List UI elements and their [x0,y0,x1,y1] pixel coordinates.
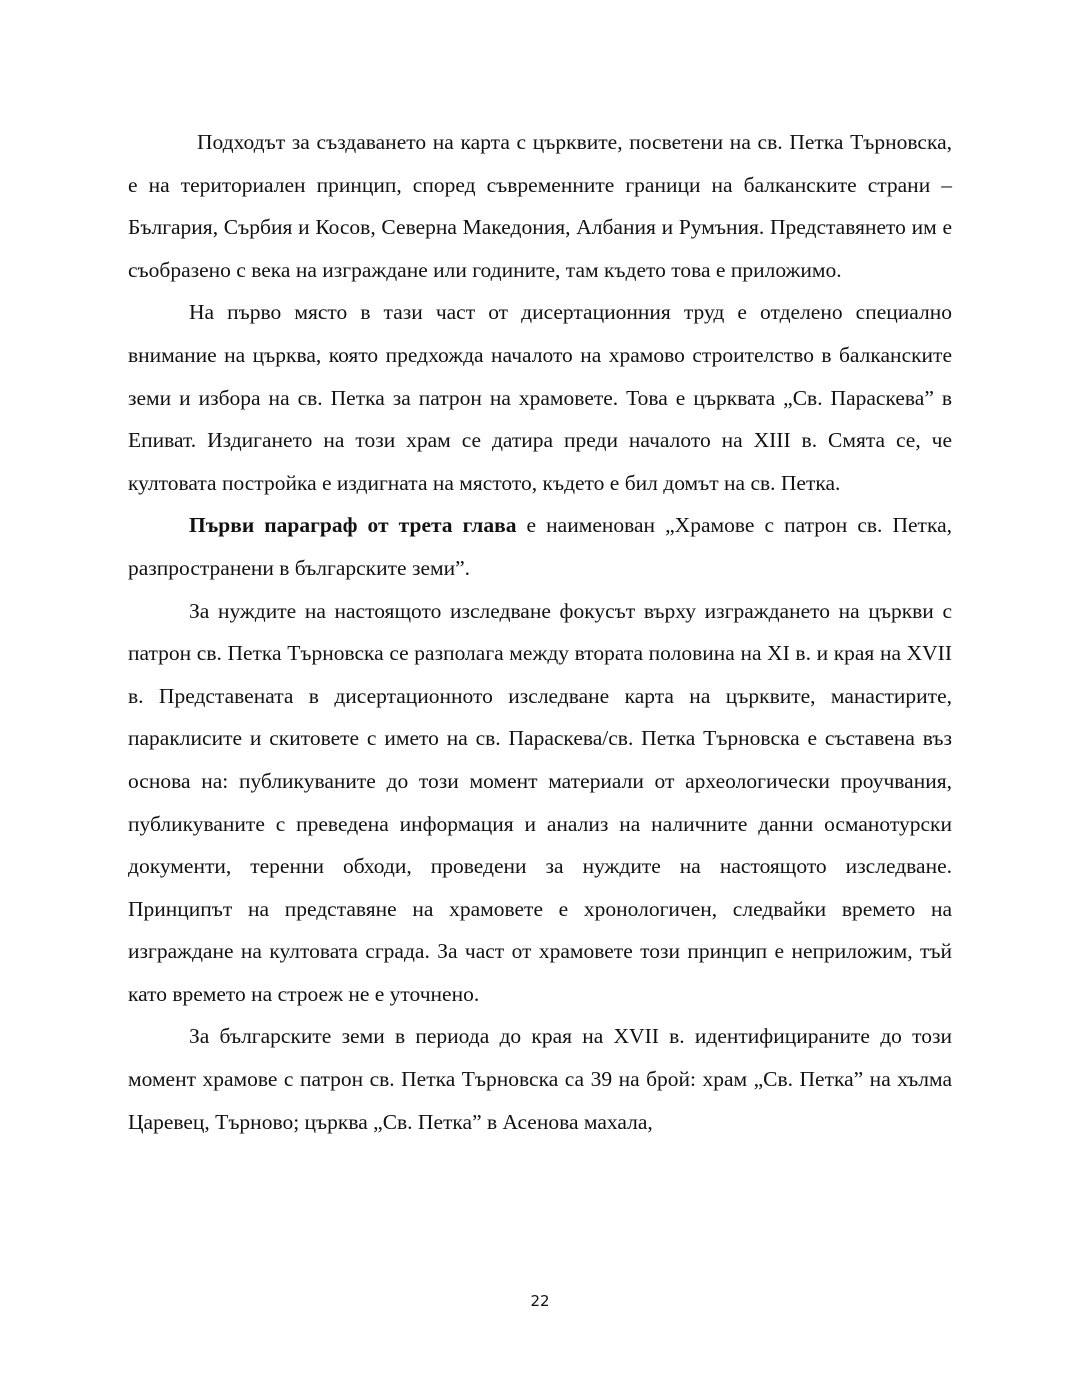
paragraph-text: На първо място в тази част от дисертационния труд е отделено специално внимание на църква, която предхожда началото на храмово строителство в балканските земи и избора на св. Петка за патрон на храмовете. Това е църквата „Св. Параскева” в Епиват. Издигането на този храм се датира преди началото на XIII в. Смята се, че култовата постройка е издигната на мястото, където е бил домът на св. Петка. [128,300,952,495]
bold-section-title: Първи параграф от трета глава [189,513,517,538]
paragraph-research-focus [128,590,952,1016]
paragraph-epivat-church [128,291,952,504]
paragraph-bulgarian-lands [128,1015,952,1143]
page-number: 22 [530,1292,550,1310]
paragraph-text: Подходът за създаването на карта с църквите, посветени на св. Петка Търновска, е на териториален принцип, според съвременните граници на балканските страни – България, Сърбия и Косов, Северна Македония, Албания и Румъния. Представянето им е съобразено с века на изграждане или годините, там където това е приложимо. [128,130,952,282]
body-text [128,121,952,1143]
paragraph-text: За нуждите на настоящото изследване фокусът върху изграждането на църкви с патрон св. Петка Търновска се разполага между втората половина на XI в. и края на XVII в. Представената в дисертационното изследване карта на църквите, манастирите, параклисите и скитовете с името на св. Параскева/св. Петка Търновска е съставена въз основа на: публикуваните до този момент материали от археологически проучвания, публикуваните с преведена информация и анализ на наличните данни османотурски документи, теренни обходи, проведени за нуждите на настоящото изследване. Принципът на представяне на храмовете е хронологичен, следвайки времето на изграждане на култовата сграда. За част от храмовете този принцип е неприложим, тъй като времето на строеж не е уточнено. [128,598,952,1006]
paragraph-text: е наименован „Храмове с патрон св. Петка, разпространени в българските земи”. [128,513,952,580]
paragraph-approach [128,121,952,291]
paragraph-text: За българските земи в периода до края на XVII в. идентифицираните до този момент храмове с патрон св. Петка Търновска са 39 на брой: храм „Св. Петка” на хълма Царевец, Търново; църква „Св. Петка” в Асенова махала, [128,1024,952,1134]
paragraph-first-section [128,504,952,589]
